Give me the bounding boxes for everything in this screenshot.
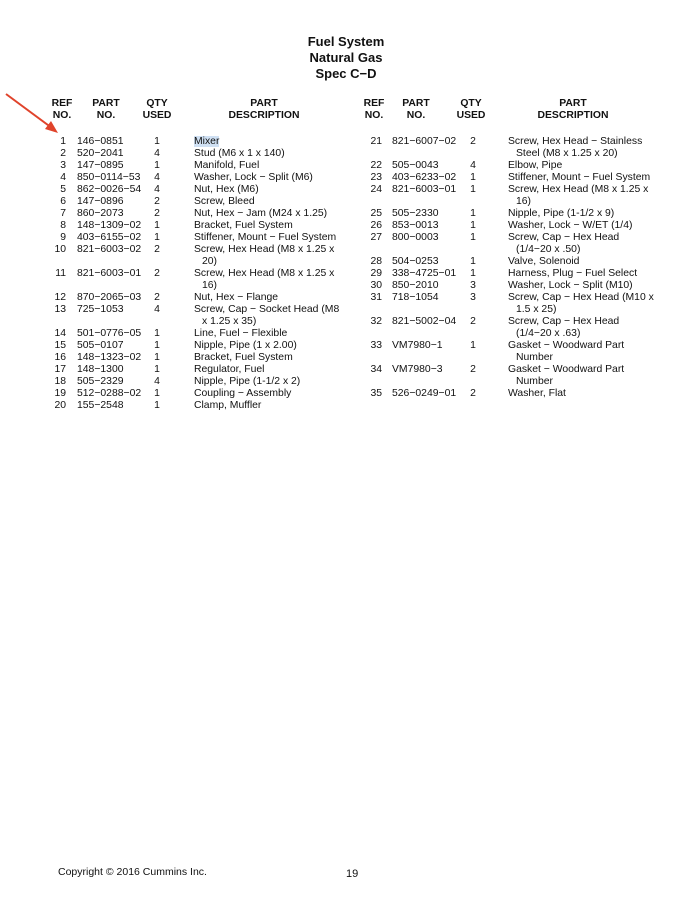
description-text: Washer, Lock − W/ET (1/4) xyxy=(508,220,633,231)
table-row xyxy=(44,232,340,244)
description-text: Clamp, Muffler xyxy=(194,400,262,411)
description-text: Stiffener, Mount − Fuel System xyxy=(194,232,337,243)
ref-number: 32 xyxy=(370,316,382,327)
part-number: 520−2041 xyxy=(77,148,124,159)
table-row xyxy=(44,268,340,292)
parts-table-right xyxy=(360,96,660,400)
qty-used: 1 xyxy=(470,220,476,231)
page-number: 19 xyxy=(346,868,359,880)
ref-number: 6 xyxy=(60,196,66,207)
description-continuation xyxy=(508,352,660,364)
page-title xyxy=(0,34,692,82)
qty-used: 1 xyxy=(154,388,160,399)
description-line xyxy=(194,208,340,220)
description-line xyxy=(194,328,340,340)
part-number: 505−0107 xyxy=(77,340,124,351)
ref-number: 8 xyxy=(60,220,66,231)
qty-used: 2 xyxy=(470,388,476,399)
part-number: 403−6233−02 xyxy=(392,172,457,183)
part-number: 725−1053 xyxy=(77,304,124,315)
description-text: Stiffener, Mount − Fuel System xyxy=(508,172,651,183)
description-line xyxy=(194,292,340,304)
description-text: Nut, Hex − Flange xyxy=(194,292,279,303)
part-number: 850−2010 xyxy=(392,280,439,291)
parts-table-left xyxy=(44,96,340,412)
description-continuation xyxy=(508,376,660,388)
table-row xyxy=(44,172,340,184)
table-row xyxy=(360,136,660,160)
description-line xyxy=(508,280,660,292)
description-text: Screw, Hex Head (M8 x 1.25 x xyxy=(508,184,649,195)
description-line xyxy=(194,196,340,208)
table-header xyxy=(360,96,660,136)
table-row xyxy=(44,292,340,304)
description-text: Number xyxy=(516,352,553,363)
table-row xyxy=(44,208,340,220)
description-text: Nut, Hex (M6) xyxy=(194,184,259,195)
description-line xyxy=(194,268,340,280)
description-text: Nut, Hex − Jam (M24 x 1.25) xyxy=(194,208,328,219)
parts-rows-left xyxy=(44,136,340,412)
qty-used: 4 xyxy=(154,148,160,159)
qty-used: 1 xyxy=(470,232,476,243)
table-header xyxy=(44,96,340,136)
part-number: 148−1309−02 xyxy=(77,220,142,231)
part-number: 512−0288−02 xyxy=(77,388,142,399)
part-number: 821−6007−02 xyxy=(392,136,457,147)
qty-used: 1 xyxy=(154,232,160,243)
description-text: Coupling − Assembly xyxy=(194,388,292,399)
ref-number: 35 xyxy=(370,388,382,399)
part-number: 147−0895 xyxy=(77,160,124,171)
description-line xyxy=(194,400,340,412)
ref-number: 12 xyxy=(54,292,66,303)
table-row xyxy=(360,160,660,172)
qty-used: 1 xyxy=(154,328,160,339)
part-header-line2: NO. xyxy=(406,110,426,121)
part-number: 800−0003 xyxy=(392,232,439,243)
description-text: 16) xyxy=(516,196,532,207)
ref-header xyxy=(360,98,388,122)
part-number: 821−6003−01 xyxy=(392,184,457,195)
description-text: Screw, Hex Head − Stainless xyxy=(508,136,643,147)
qty-used: 2 xyxy=(154,292,160,303)
qty-used: 1 xyxy=(154,400,160,411)
description-text: 16) xyxy=(202,280,218,291)
ref-header-line1: REF xyxy=(51,98,73,109)
qty-used: 1 xyxy=(470,256,476,267)
part-number: 147−0896 xyxy=(77,196,124,207)
table-row xyxy=(44,364,340,376)
part-number: 821−6003−01 xyxy=(77,268,142,279)
table-row xyxy=(360,388,660,400)
qty-used: 1 xyxy=(154,352,160,363)
qty-used: 1 xyxy=(470,172,476,183)
part-number: 526−0249−01 xyxy=(392,388,457,399)
part-number: 860−2073 xyxy=(77,208,124,219)
table-row xyxy=(44,148,340,160)
qty-header-line1: QTY xyxy=(146,98,168,109)
ref-number: 19 xyxy=(54,388,66,399)
ref-number: 1 xyxy=(60,136,66,147)
description-text: Nipple, Pipe (1-1/2 x 9) xyxy=(508,208,615,219)
title-line-1: Fuel System xyxy=(307,34,385,49)
ref-number: 7 xyxy=(60,208,66,219)
ref-number: 33 xyxy=(370,340,382,351)
ref-number: 15 xyxy=(54,340,66,351)
ref-number: 11 xyxy=(55,268,66,279)
description-text: Bracket, Fuel System xyxy=(194,220,293,231)
part-no-header xyxy=(394,98,438,122)
description-text: Gasket − Woodward Part xyxy=(508,340,625,351)
qty-header xyxy=(454,98,488,122)
qty-used: 4 xyxy=(154,184,160,195)
description-text: (1/4−20 x .50) xyxy=(516,244,581,255)
ref-number: 26 xyxy=(370,220,382,231)
qty-used: 2 xyxy=(470,364,476,375)
table-row xyxy=(44,340,340,352)
qty-used: 1 xyxy=(154,364,160,375)
description-continuation xyxy=(508,304,660,316)
description-text: 20) xyxy=(202,256,218,267)
desc-header-line1: PART xyxy=(559,98,587,109)
table-row xyxy=(360,232,660,256)
part-no-header xyxy=(84,98,128,122)
qty-used: 3 xyxy=(470,280,476,291)
ref-header xyxy=(44,98,80,122)
description-continuation xyxy=(194,316,340,328)
description-text: Screw, Cap − Hex Head (M10 x xyxy=(508,292,654,303)
description-line xyxy=(508,340,660,352)
description-text: Nipple, Pipe (1-1/2 x 2) xyxy=(194,376,301,387)
ref-number: 25 xyxy=(370,208,382,219)
ref-number: 2 xyxy=(60,148,66,159)
description-text: Valve, Solenoid xyxy=(508,256,580,267)
qty-used: 2 xyxy=(470,136,476,147)
description-line xyxy=(508,136,660,148)
description-text: Steel (M8 x 1.25 x 20) xyxy=(516,148,618,159)
table-row xyxy=(360,184,660,208)
description-text: (1/4−20 x .63) xyxy=(516,328,581,339)
table-row xyxy=(44,376,340,388)
description-line xyxy=(508,316,660,328)
ref-number: 16 xyxy=(54,352,66,363)
table-row xyxy=(44,328,340,340)
description-text: Screw, Hex Head (M8 x 1.25 x xyxy=(194,244,335,255)
table-row xyxy=(44,160,340,172)
description-line xyxy=(508,172,660,184)
table-row xyxy=(44,352,340,364)
ref-number: 18 xyxy=(54,376,66,387)
qty-used: 1 xyxy=(154,136,160,147)
qty-used: 4 xyxy=(154,172,160,183)
description-line xyxy=(508,160,660,172)
selected-text-highlight: Mixer xyxy=(194,136,220,147)
part-number: 148−1300 xyxy=(77,364,124,375)
ref-header-line2: NO. xyxy=(52,110,72,121)
description-text: Stud (M6 x 1 x 140) xyxy=(194,148,285,159)
ref-number: 14 xyxy=(54,328,66,339)
table-row xyxy=(44,244,340,268)
qty-used: 1 xyxy=(154,160,160,171)
ref-number: 22 xyxy=(370,160,382,171)
description-text: Regulator, Fuel xyxy=(194,364,265,375)
ref-number: 5 xyxy=(60,184,66,195)
description-line xyxy=(194,160,340,172)
desc-header-line2: DESCRIPTION xyxy=(537,110,609,121)
table-row xyxy=(44,400,340,412)
description-text: Screw, Cap − Hex Head xyxy=(508,316,620,327)
ref-number: 13 xyxy=(54,304,66,315)
description-text: Washer, Flat xyxy=(508,388,566,399)
description-line xyxy=(194,340,340,352)
part-header-line1: PART xyxy=(92,98,120,109)
part-number: 146−0851 xyxy=(77,136,124,147)
description-text: Screw, Cap − Hex Head xyxy=(508,232,620,243)
ref-number: 29 xyxy=(370,268,382,279)
ref-number: 28 xyxy=(370,256,382,267)
description-continuation xyxy=(194,280,340,292)
table-row xyxy=(360,364,660,388)
qty-used: 2 xyxy=(470,316,476,327)
qty-used: 4 xyxy=(154,304,160,315)
ref-number: 23 xyxy=(370,172,382,183)
ref-number: 21 xyxy=(370,136,382,147)
description-text: Number xyxy=(516,376,553,387)
table-row xyxy=(44,304,340,328)
title-line-3: Spec C−D xyxy=(315,66,377,81)
part-number: 821−5002−04 xyxy=(392,316,457,327)
description-text: Harness, Plug − Fuel Select xyxy=(508,268,638,279)
desc-header-line1: PART xyxy=(250,98,278,109)
description-text: Nipple, Pipe (1 x 2.00) xyxy=(194,340,297,351)
part-number: 862−0026−54 xyxy=(77,184,142,195)
ref-number: 17 xyxy=(54,364,66,375)
ref-header-line2: NO. xyxy=(364,110,384,121)
description-continuation xyxy=(508,196,660,208)
part-number: 504−0253 xyxy=(392,256,439,267)
description-line xyxy=(508,208,660,220)
description-text: Screw, Hex Head (M8 x 1.25 x xyxy=(194,268,335,279)
part-number: 821−6003−02 xyxy=(77,244,142,255)
ref-number: 31 xyxy=(370,292,382,303)
parts-rows-right xyxy=(360,136,660,400)
table-row xyxy=(44,220,340,232)
table-row xyxy=(44,136,340,148)
qty-header-line1: QTY xyxy=(460,98,482,109)
part-number: 338−4725−01 xyxy=(392,268,457,279)
title-line-2: Natural Gas xyxy=(309,50,383,65)
table-row xyxy=(360,172,660,184)
description-continuation xyxy=(508,328,660,340)
part-header-line2: NO. xyxy=(96,110,116,121)
ref-number: 20 xyxy=(54,400,66,411)
qty-header-line2: USED xyxy=(142,110,172,121)
description-text: Washer, Lock − Split (M10) xyxy=(508,280,633,291)
qty-used: 4 xyxy=(154,376,160,387)
part-number: 501−0776−05 xyxy=(77,328,142,339)
description-header xyxy=(209,98,319,122)
desc-header-line2: DESCRIPTION xyxy=(228,110,300,121)
qty-used: 2 xyxy=(154,244,160,255)
qty-used: 3 xyxy=(470,292,476,303)
description-line xyxy=(508,364,660,376)
description-line xyxy=(194,184,340,196)
description-text: Manifold, Fuel xyxy=(194,160,260,171)
qty-used: 2 xyxy=(154,208,160,219)
qty-used: 1 xyxy=(470,268,476,279)
description-line xyxy=(508,220,660,232)
table-row xyxy=(360,268,660,280)
ref-number: 30 xyxy=(370,280,382,291)
description-line xyxy=(508,292,660,304)
description-line xyxy=(194,172,340,184)
part-number: 505−2330 xyxy=(392,208,439,219)
description-text: Washer, Lock − Split (M6) xyxy=(194,172,313,183)
description-line xyxy=(194,148,340,160)
part-number: 403−6155−02 xyxy=(77,232,142,243)
table-row xyxy=(360,208,660,220)
description-line xyxy=(508,256,660,268)
description-line xyxy=(194,376,340,388)
description-continuation xyxy=(508,148,660,160)
description-line xyxy=(194,244,340,256)
qty-used: 1 xyxy=(154,220,160,231)
ref-number: 24 xyxy=(370,184,382,195)
part-number: VM7980−3 xyxy=(392,364,443,375)
ref-number: 9 xyxy=(60,232,66,243)
qty-used: 1 xyxy=(154,340,160,351)
table-row xyxy=(360,256,660,268)
part-number: 718−1054 xyxy=(392,292,439,303)
part-number: 505−0043 xyxy=(392,160,439,171)
description-line xyxy=(194,220,340,232)
ref-number: 3 xyxy=(60,160,66,171)
ref-header-line1: REF xyxy=(363,98,385,109)
table-row xyxy=(360,316,660,340)
ref-number: 27 xyxy=(370,232,382,243)
description-line xyxy=(194,352,340,364)
qty-used: 2 xyxy=(154,268,160,279)
table-row xyxy=(44,388,340,400)
description-line xyxy=(194,232,340,244)
table-row xyxy=(360,220,660,232)
description-line xyxy=(508,232,660,244)
description-line xyxy=(194,364,340,376)
qty-used: 1 xyxy=(470,184,476,195)
description-text: x 1.25 x 35) xyxy=(202,316,257,327)
part-number: VM7980−1 xyxy=(392,340,443,351)
description-header xyxy=(518,98,628,122)
table-row xyxy=(360,340,660,364)
part-number: 853−0013 xyxy=(392,220,439,231)
ref-number: 10 xyxy=(54,244,66,255)
description-line xyxy=(508,388,660,400)
part-number: 148−1323−02 xyxy=(77,352,142,363)
part-number: 850−0114−53 xyxy=(77,172,141,183)
qty-header xyxy=(140,98,174,122)
description-line xyxy=(508,268,660,280)
qty-used: 4 xyxy=(470,160,476,171)
description-text: 1.5 x 25) xyxy=(516,304,557,315)
description-continuation xyxy=(194,256,340,268)
description-continuation xyxy=(508,244,660,256)
description-text: Screw, Bleed xyxy=(194,196,255,207)
description-text: Elbow, Pipe xyxy=(508,160,563,171)
table-row xyxy=(360,292,660,316)
ref-number: 4 xyxy=(60,172,66,183)
part-header-line1: PART xyxy=(402,98,430,109)
qty-used: 2 xyxy=(154,196,160,207)
description-line xyxy=(508,184,660,196)
copyright: Copyright © 2016 Cummins Inc. xyxy=(58,866,207,878)
qty-used: 1 xyxy=(470,208,476,219)
description-line xyxy=(194,136,340,148)
table-row xyxy=(44,196,340,208)
description-text: Gasket − Woodward Part xyxy=(508,364,625,375)
description-text: Line, Fuel − Flexible xyxy=(194,328,288,339)
table-row xyxy=(44,184,340,196)
description-text: Screw, Cap − Socket Head (M8 xyxy=(194,304,340,315)
part-number: 155−2548 xyxy=(77,400,124,411)
description-line xyxy=(194,388,340,400)
part-number: 505−2329 xyxy=(77,376,124,387)
ref-number: 34 xyxy=(370,364,382,375)
table-row xyxy=(360,280,660,292)
qty-used: 1 xyxy=(470,340,476,351)
qty-header-line2: USED xyxy=(456,110,486,121)
part-number: 870−2065−03 xyxy=(77,292,142,303)
description-text: Bracket, Fuel System xyxy=(194,352,293,363)
description-line xyxy=(194,304,340,316)
